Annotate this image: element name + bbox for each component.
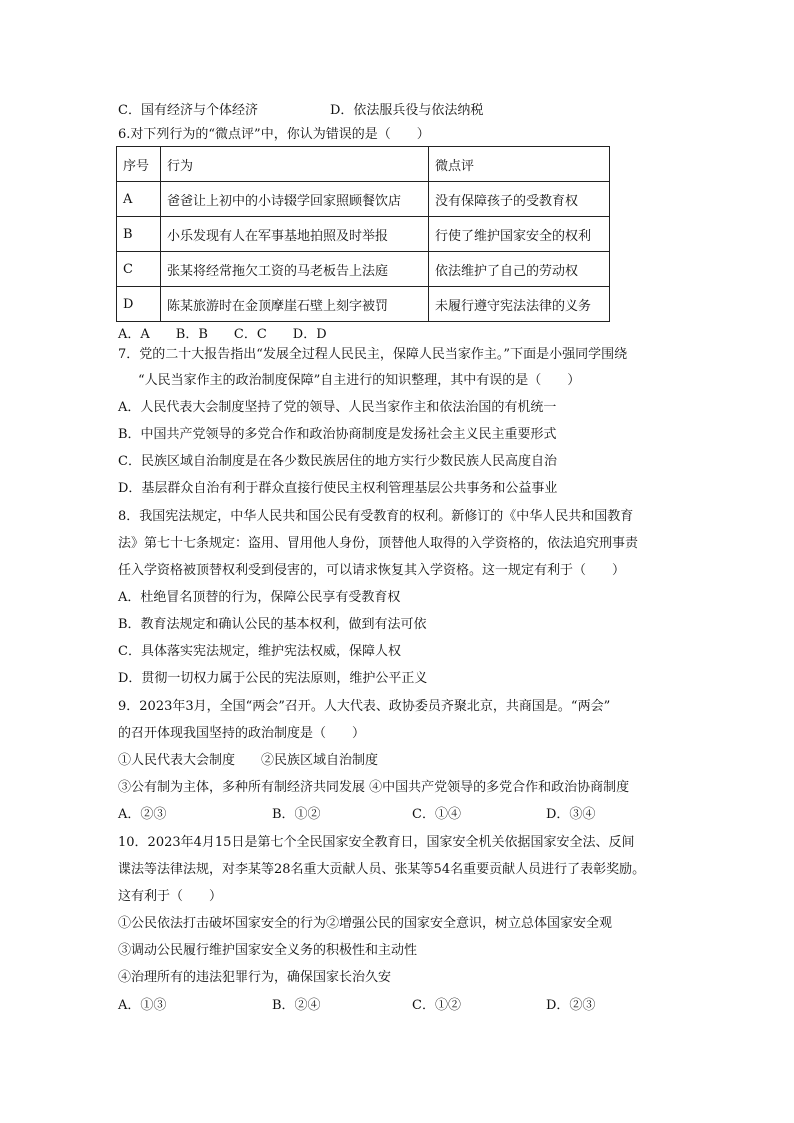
table-cell: 行使了维护国家安全的权利 xyxy=(428,217,609,252)
table-row xyxy=(117,182,610,217)
table-cell: 未履行遵守宪法法律的义务 xyxy=(428,287,609,322)
q6-table xyxy=(116,146,610,322)
q10-stem-line1: 10．2023年4月15日是第七个全民国家安全教育日，国家安全机关依据国家安全法、反间 xyxy=(118,835,635,850)
table-header-cell: 微点评 xyxy=(428,147,609,182)
q8-option-d: D．贯彻一切权力属于公民的宪法原则，维护公平正义 xyxy=(118,671,428,686)
q10-option-c: C．①② xyxy=(412,998,461,1013)
table-cell: A xyxy=(117,182,161,217)
q9-option-c: C．①④ xyxy=(412,807,461,822)
q10-stem-line3: 这有利于（ ） xyxy=(118,889,223,904)
table-header-cell: 序号 xyxy=(117,147,161,182)
q9-option-a: A．②③ xyxy=(118,807,167,822)
table-row xyxy=(117,252,610,287)
q8-stem-line2: 法》第七十七条规定：盗用、冒用他人身份，顶替他人取得的入学资格的，依法追究刑事责 xyxy=(118,536,639,551)
q8-option-c: C．具体落实宪法规定，维护宪法权威，保障人权 xyxy=(118,644,401,659)
q9-stem-line2: 的召开体现我国坚持的政治制度是（ ） xyxy=(118,726,366,741)
q7-option-a: A．人民代表大会制度坚持了党的领导、人民当家作主和依法治国的有机统一 xyxy=(118,400,557,415)
table-cell: C xyxy=(117,252,161,287)
q8-stem-line1: 8．我国宪法规定，中华人民共和国公民有受教育的权利。新修订的《中华人民共和国教育 xyxy=(118,509,634,524)
q6-options: A．A B．B C．C D．D xyxy=(118,327,327,342)
q10-item-2: ③调动公民履行维护国家安全义务的积极性和主动性 xyxy=(118,943,418,958)
table-cell: 小乐发现有人在军事基地拍照及时举报 xyxy=(160,217,428,252)
q6-stem: 6.对下列行为的“微点评”中，你认为错误的是（ ） xyxy=(118,127,430,142)
q9-stem-line1: 9．2023年3月，全国“两会”召开。人大代表、政协委员齐聚北京，共商国是。“两会” xyxy=(118,699,611,714)
q7-stem-line2: “人民当家作主的政治制度保障”自主进行的知识整理，其中有误的是（ ） xyxy=(138,373,581,388)
q10-option-a: A．①③ xyxy=(118,998,167,1013)
table-cell: 依法维护了自己的劳动权 xyxy=(428,252,609,287)
q9-option-b: B．①② xyxy=(272,807,321,822)
table-cell: 没有保障孩子的受教育权 xyxy=(428,182,609,217)
table-cell: 张某将经常拖欠工资的马老板告上法庭 xyxy=(160,252,428,287)
q7-option-d: D．基层群众自治有利于群众直接行使民主权利管理基层公共事务和公益事业 xyxy=(118,481,558,496)
q8-option-b: B．教育法规定和确认公民的基本权利，做到有法可依 xyxy=(118,617,427,632)
table-row xyxy=(117,217,610,252)
q10-stem-line2: 谍法等法律法规，对李某等28名重大贡献人员、张某等54名重要贡献人员进行了表彰奖励。 xyxy=(118,862,646,877)
table-header-cell: 行为 xyxy=(160,147,428,182)
q10-item-3: ④治理所有的违法犯罪行为，确保国家长治久安 xyxy=(118,970,392,985)
table-cell: 陈某旅游时在金顶摩崖石壁上刻字被罚 xyxy=(160,287,428,322)
q10-item-1: ①公民依法打击破坏国家安全的行为②增强公民的国家安全意识，树立总体国家安全观 xyxy=(118,916,613,931)
q7-option-b: B．中国共产党领导的多党合作和政治协商制度是发扬社会主义民主重要形式 xyxy=(118,427,557,442)
table-header-row xyxy=(117,147,610,182)
q8-option-a: A．杜绝冒名顶替的行为，保障公民享有受教育权 xyxy=(118,590,401,605)
q9-option-d: D．③④ xyxy=(546,807,596,822)
q10-option-d: D．②③ xyxy=(546,998,596,1013)
table-cell: D xyxy=(117,287,161,322)
q7-option-c: C．民族区域自治制度是在各少数民族居住的地方实行少数民族人民高度自治 xyxy=(118,454,557,469)
q9-items-line2: ③公有制为主体，多种所有制经济共同发展 ④中国共产党领导的多党合作和政治协商制度 xyxy=(118,780,630,795)
table-row xyxy=(117,287,610,322)
q7-stem-line1: 7．党的二十大报告指出“发展全过程人民民主，保障人民当家作主。”下面是小强同学围绕 xyxy=(118,347,628,362)
q10-option-b: B．②④ xyxy=(272,998,321,1013)
table-cell: 爸爸让上初中的小诗辍学回家照顾餐饮店 xyxy=(160,182,428,217)
q8-stem-line3: 任入学资格被顶替权利受到侵害的，可以请求恢复其入学资格。这一规定有利于（ ） xyxy=(118,563,626,578)
q5-option-d: D．依法服兵役与依法纳税 xyxy=(330,103,484,118)
q5-option-c: C．国有经济与个体经济 xyxy=(118,103,258,118)
q9-items-line1: ①人民代表大会制度 ②民族区域自治制度 xyxy=(118,753,379,768)
table-cell: B xyxy=(117,217,161,252)
